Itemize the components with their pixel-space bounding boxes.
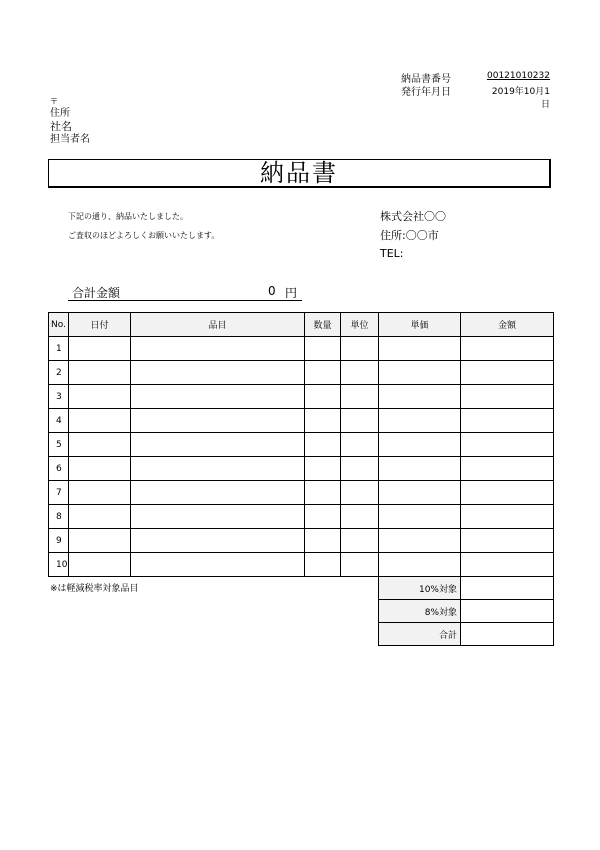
summary-tax8-value[interactable]: [461, 600, 554, 623]
issuer-company: 株式会社〇〇: [380, 210, 446, 223]
header-unit-price: 単価: [379, 313, 461, 337]
issuer-address: 住所:〇〇市: [380, 229, 439, 242]
table-row: [49, 361, 554, 385]
unit-price-cell[interactable]: [379, 409, 461, 433]
header-no: No.: [49, 313, 69, 337]
date-cell[interactable]: [69, 481, 131, 505]
unit-cell[interactable]: [341, 529, 379, 553]
table-row: [49, 457, 554, 481]
summary-total-value[interactable]: [461, 623, 554, 646]
summary-total-label: 合計: [379, 623, 461, 646]
intro-line-1: 下記の通り、納品いたしました。: [68, 212, 188, 221]
amount-cell[interactable]: [461, 529, 554, 553]
unit-cell[interactable]: [341, 481, 379, 505]
unit-price-cell[interactable]: [379, 337, 461, 361]
row-number: 7: [49, 481, 69, 505]
doc-number: 00121010232: [487, 71, 550, 81]
reduced-tax-note: ※は軽減税率対象品目: [50, 584, 139, 594]
header-item: 品目: [131, 313, 305, 337]
item-cell[interactable]: [131, 433, 305, 457]
unit-price-cell[interactable]: [379, 385, 461, 409]
unit-cell[interactable]: [341, 337, 379, 361]
quantity-cell[interactable]: [305, 385, 341, 409]
date-cell[interactable]: [69, 457, 131, 481]
table-row: [49, 433, 554, 457]
item-cell[interactable]: [131, 337, 305, 361]
amount-cell[interactable]: [461, 409, 554, 433]
summary-table: [378, 576, 554, 646]
date-cell[interactable]: [69, 553, 131, 577]
issue-date-label: 発行年月日: [401, 87, 451, 98]
unit-cell[interactable]: [341, 433, 379, 457]
unit-cell[interactable]: [341, 361, 379, 385]
quantity-cell[interactable]: [305, 529, 341, 553]
items-table: [48, 312, 554, 577]
item-cell[interactable]: [131, 529, 305, 553]
table-row: [49, 385, 554, 409]
intro-line-2: ご査収のほどよろしくお願いいたします。: [68, 231, 220, 240]
row-number: 9: [49, 529, 69, 553]
unit-price-cell[interactable]: [379, 505, 461, 529]
summary-tax10-value[interactable]: [461, 577, 554, 600]
quantity-cell[interactable]: [305, 361, 341, 385]
row-number: 3: [49, 385, 69, 409]
item-cell[interactable]: [131, 385, 305, 409]
date-cell[interactable]: [69, 529, 131, 553]
title-box: [48, 159, 551, 188]
unit-price-cell[interactable]: [379, 481, 461, 505]
table-row: [49, 481, 554, 505]
item-cell[interactable]: [131, 409, 305, 433]
table-row: [49, 409, 554, 433]
total-amount: 0: [268, 284, 276, 298]
unit-price-cell[interactable]: [379, 457, 461, 481]
date-cell[interactable]: [69, 433, 131, 457]
amount-cell[interactable]: [461, 361, 554, 385]
quantity-cell[interactable]: [305, 433, 341, 457]
table-row: [49, 553, 554, 577]
header-unit: 単位: [341, 313, 379, 337]
item-cell[interactable]: [131, 505, 305, 529]
amount-cell[interactable]: [461, 481, 554, 505]
date-cell[interactable]: [69, 337, 131, 361]
item-cell[interactable]: [131, 361, 305, 385]
unit-price-cell[interactable]: [379, 529, 461, 553]
row-number: 4: [49, 409, 69, 433]
unit-price-cell[interactable]: [379, 433, 461, 457]
quantity-cell[interactable]: [305, 553, 341, 577]
unit-cell[interactable]: [341, 385, 379, 409]
summary-row: [379, 577, 554, 600]
issue-date: 2019年10月1日: [491, 87, 550, 110]
unit-cell[interactable]: [341, 409, 379, 433]
date-cell[interactable]: [69, 409, 131, 433]
item-cell[interactable]: [131, 553, 305, 577]
table-header-row: [49, 313, 554, 337]
summary-tax8-label: 8%対象: [379, 600, 461, 623]
unit-price-cell[interactable]: [379, 361, 461, 385]
row-number: 8: [49, 505, 69, 529]
amount-cell[interactable]: [461, 553, 554, 577]
quantity-cell[interactable]: [305, 505, 341, 529]
doc-number-label: 納品書番号: [401, 74, 451, 85]
unit-cell[interactable]: [341, 457, 379, 481]
item-cell[interactable]: [131, 457, 305, 481]
total-amount-row: [68, 283, 302, 301]
quantity-cell[interactable]: [305, 337, 341, 361]
header-amount: 金額: [461, 313, 554, 337]
unit-cell[interactable]: [341, 553, 379, 577]
total-unit: 円: [285, 286, 298, 300]
summary-tax10-label: 10%対象: [379, 577, 461, 600]
recipient-address: 住所: [50, 108, 70, 119]
row-number: 2: [49, 361, 69, 385]
date-cell[interactable]: [69, 505, 131, 529]
amount-cell[interactable]: [461, 505, 554, 529]
header-quantity: 数量: [305, 313, 341, 337]
date-cell[interactable]: [69, 361, 131, 385]
amount-cell[interactable]: [461, 433, 554, 457]
amount-cell[interactable]: [461, 385, 554, 409]
row-number: 6: [49, 457, 69, 481]
row-number: 1: [49, 337, 69, 361]
item-cell[interactable]: [131, 481, 305, 505]
row-number: 10: [49, 553, 69, 577]
issuer-tel: TEL:: [380, 247, 404, 260]
table-row: [49, 505, 554, 529]
date-cell[interactable]: [69, 385, 131, 409]
header-date: 日付: [69, 313, 131, 337]
total-label: 合計金額: [72, 286, 121, 300]
recipient-person: 担当者名: [50, 134, 90, 145]
quantity-cell[interactable]: [305, 409, 341, 433]
summary-row: [379, 600, 554, 623]
quantity-cell[interactable]: [305, 457, 341, 481]
quantity-cell[interactable]: [305, 481, 341, 505]
amount-cell[interactable]: [461, 457, 554, 481]
recipient-company: 社名: [50, 120, 72, 133]
row-number: 5: [49, 433, 69, 457]
amount-cell[interactable]: [461, 337, 554, 361]
unit-price-cell[interactable]: [379, 553, 461, 577]
table-row: [49, 529, 554, 553]
summary-row: [379, 623, 554, 646]
unit-cell[interactable]: [341, 505, 379, 529]
postal-mark: 〒: [50, 97, 58, 106]
table-row: [49, 337, 554, 361]
page-title: 納品書: [260, 159, 338, 187]
